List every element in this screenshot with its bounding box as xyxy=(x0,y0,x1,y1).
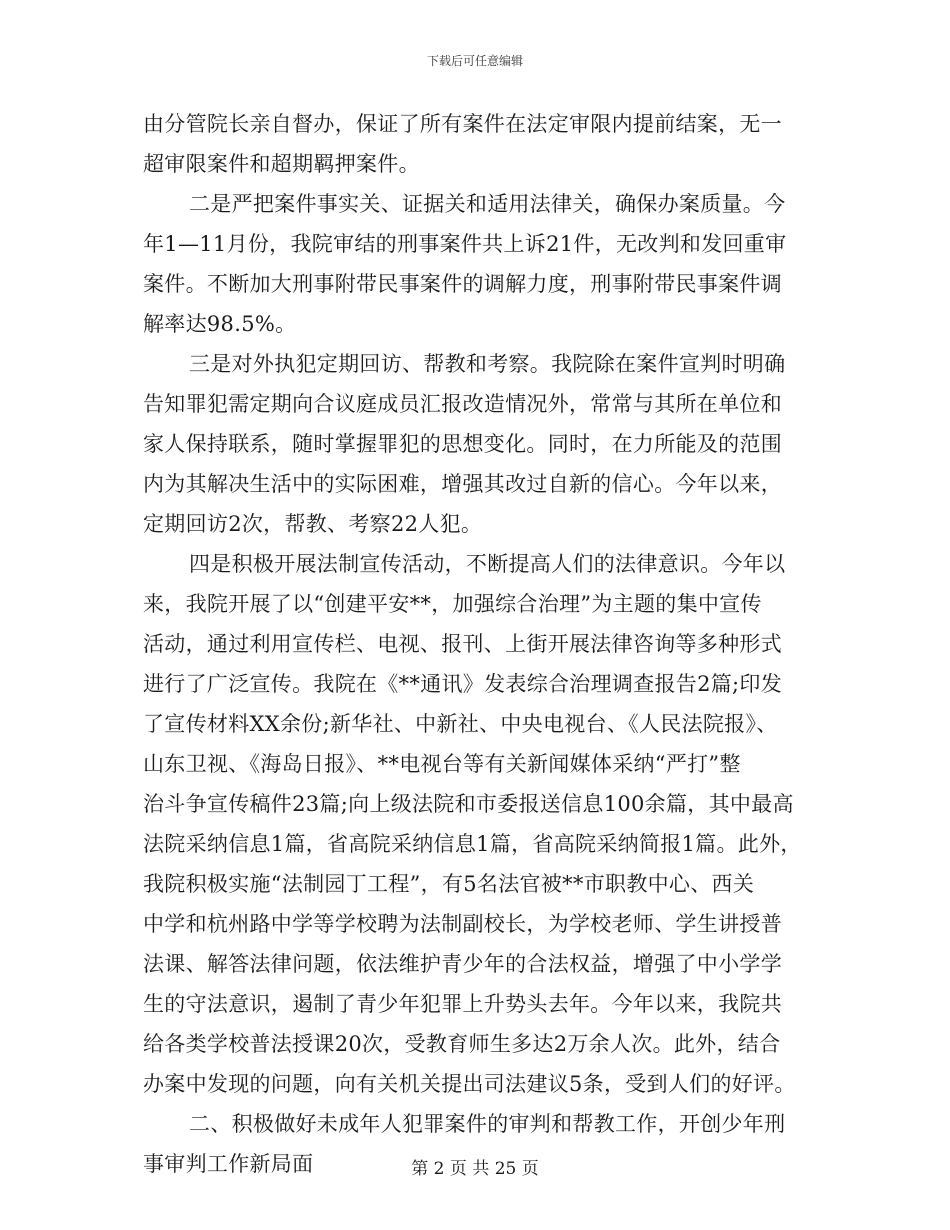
text-line: 家人保持联系，随时掌握罪犯的思想变化。同时，在力所能及的范围 xyxy=(143,432,782,456)
text-line: 活动，通过利用宣传栏、电视、报刊、上街开展法律咨询等多种形式 xyxy=(143,632,782,656)
text-line: 解率达98.5%。 xyxy=(143,312,297,336)
text-line: 案件。不断加大刑事附带民事案件的调解力度，刑事附带民事案件调 xyxy=(143,272,782,296)
section-heading-line: 事审判工作新局面 xyxy=(143,1152,314,1176)
page-number-footer: 第 2 页 共 25 页 xyxy=(411,1159,539,1179)
text-line: 生的守法意识，遏制了青少年犯罪上升势头去年。今年以来，我院共 xyxy=(143,992,782,1016)
section-heading-line: 二、积极做好未成年人犯罪案件的审判和帮教工作，开创少年刑 xyxy=(189,1112,786,1136)
text-line: 办案中发现的问题，向有关机关提出司法建议5条，受到人们的好评。 xyxy=(143,1072,796,1096)
text-line: 山东卫视、《海岛日报》、**电视台等有关新闻媒体采纳“严打”整 xyxy=(143,752,741,776)
text-line: 我院积极实施“法制园丁工程”，有5名法官被**市职教中心、西关 xyxy=(143,872,755,896)
text-line: 给各类学校普法授课20次，受教育师生多达2万余人次。此外，结合 xyxy=(143,1032,781,1056)
text-line: 内为其解决生活中的实际困难，增强其改过自新的信心。今年以来， xyxy=(143,472,782,496)
text-line: 法院采纳信息1篇，省高院采纳信息1篇，省高院采纳简报1篇。此外， xyxy=(143,832,802,856)
text-line: 来，我院开展了以“创建平安**，加强综合治理”为主题的集中宣传 xyxy=(143,592,762,616)
paragraph-start-line: 四是积极开展法制宣传活动，不断提高人们的法律意识。今年以 xyxy=(189,552,786,576)
page-header: 下载后可任意编辑 xyxy=(426,54,523,68)
text-line: 中学和杭州路中学等学校聘为法制副校长，为学校老师、学生讲授普 xyxy=(143,912,782,936)
text-line: 定期回访2次，帮教、考察22人犯。 xyxy=(143,512,483,536)
text-line: 告知罪犯需定期向合议庭成员汇报改造情况外，常常与其所在单位和 xyxy=(143,392,782,416)
text-line: 治斗争宣传稿件23篇;向上级法院和市委报送信息100余篇，其中最高 xyxy=(143,792,794,816)
paragraph-start-line: 二是严把案件事实关、证据关和适用法律关，确保办案质量。今 xyxy=(189,192,786,216)
text-line: 法课、解答法律问题，依法维护青少年的合法权益，增强了中小学学 xyxy=(143,952,782,976)
text-line: 进行了广泛宣传。我院在《**通讯》发表综合治理调查报告2篇;印发 xyxy=(143,672,783,696)
text-line: 了宣传材料XX余份;新华社、中新社、中央电视台、《人民法院报》、 xyxy=(143,712,778,736)
text-line: 由分管院长亲自督办，保证了所有案件在法定审限内提前结案，无一 xyxy=(143,112,782,136)
text-line: 超审限案件和超期羁押案件。 xyxy=(143,152,420,176)
document-body xyxy=(143,104,823,1184)
text-line: 年1—11月份，我院审结的刑事案件共上诉21件，无改判和发回重审 xyxy=(143,232,787,256)
paragraph-start-line: 三是对外执犯定期回访、帮教和考察。我院除在案件宣判时明确 xyxy=(189,352,786,376)
